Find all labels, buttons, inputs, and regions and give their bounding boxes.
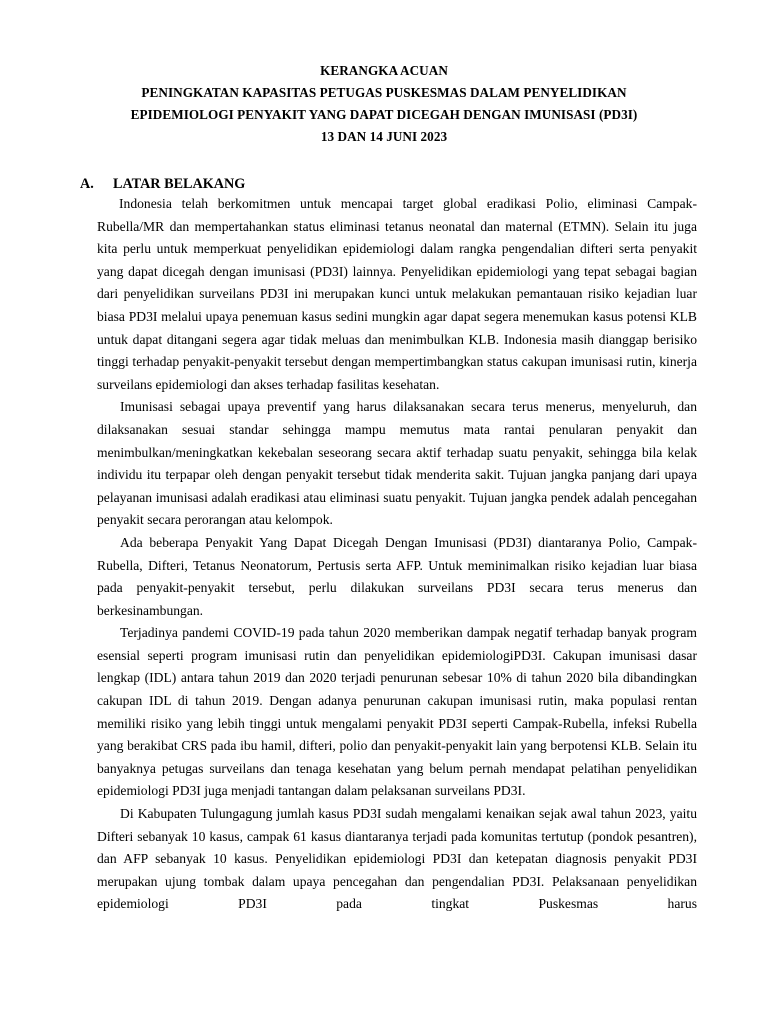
section-heading xyxy=(80,175,245,193)
title-line-4: 13 DAN 14 JUNI 2023 xyxy=(320,129,448,144)
document-title xyxy=(0,60,768,148)
title-line-2: PENINGKATAN KAPASITAS PETUGAS PUSKESMAS DALAM PENYELIDIKAN xyxy=(141,85,627,100)
section-heading-text: LATAR BELAKANG xyxy=(113,176,246,192)
title-line-3: EPIDEMIOLOGI PENYAKIT YANG DAPAT DICEGAH DENGAN IMUNISASI (PD3I) xyxy=(130,107,638,122)
section-letter: A. xyxy=(80,176,94,192)
paragraph-1: Indonesia telah berkomitmen untuk mencapai target global eradikasi Polio, eliminasi Campak-Rubella/MR dan mempertahankan status eliminasi tetanus neonatal dan maternal (ETMN). Selain itu juga kita perlu untuk memperkuat penyelidikan epidemiologi dalam rangka pengendalian difteri serta penyakit yang dapat dicegah dengan imunisasi (PD3I) lainnya. Penyelidikan epidemiologi yang tepat sebagai bagian dari penyelidikan surveilans PD3I ini merupakan kunci untuk melakukan pemantauan risiko kejadian luar biasa PD3I melalui upaya penemuan kasus sedini mungkin agar dapat segera menemukan kasus potensi KLB untuk dapat ditangani segera agar tidak meluas dan menimbulkan KLB. Indonesia masih dianggap berisiko tinggi terhadap penyakit-penyakit tersebut dengan mempertimbangkan status cakupan imunisasi rutin, kinerja surveilans epidemiologi dan akses terhadap fasilitas kesehatan. xyxy=(97,196,697,392)
paragraph-4: Terjadinya pandemi COVID-19 pada tahun 2020 memberikan dampak negatif terhadap banyak program esensial seperti program imunisasi rutin dan penyelidikan epidemiologiPD3I. Cakupan imunisasi dasar lengkap (IDL) antara tahun 2019 dan 2020 terjadi penurunan sebesar 10% di tahun 2020 bila dibandingkan cakupan IDL di tahun 2019. Dengan adanya penurunan cakupan imunisasi rutin, maka populasi rentan memiliki risiko yang lebih tinggi untuk mengalami penyakit PD3I seperti Campak-Rubella, infeksi Rubella yang berakibat CRS pada ibu hamil, difteri, polio dan penyakit-penyakit lain yang berpotensi KLB. Selain itu banyaknya petugas surveilans dan tenaga kesehatan yang belum pernah mendapat pelatihan penyelidikan epidemiologi PD3I juga menjadi tantangan dalam pelaksanan surveilans PD3I. xyxy=(97,625,697,799)
paragraph-5: Di Kabupaten Tulungagung jumlah kasus PD3I sudah mengalami kenaikan sejak awal tahun 2023, yaitu Difteri sebanyak 10 kasus, campak 61 kasus diantaranya terjadi pada komunitas tertutup (pondok pesantren), dan AFP sebanyak 10 kasus. Penyelidikan epidemiologi PD3I dan ketepatan diagnosis penyakit PD3I merupakan ujung tombak dalam upaya pencegahan dan pengendalian PD3I. Pelaksanaan penyelidikan epidemiologi PD3I pada tingkat Puskesmas harus xyxy=(97,806,697,912)
title-line-1: KERANGKA ACUAN xyxy=(320,63,448,78)
section-body xyxy=(97,193,697,916)
paragraph-3: Ada beberapa Penyakit Yang Dapat Dicegah Dengan Imunisasi (PD3I) diantaranya Polio, Campak-Rubella, Difteri, Tetanus Neonatorum, Pertusis serta AFP. Untuk meminimalkan risiko kejadian luar biasa pada penyakit-penyakit tersebut, perlu dilakukan surveilans PD3I secara terus menerus dan berkesinambungan. xyxy=(97,534,697,618)
paragraph-2: Imunisasi sebagai upaya preventif yang harus dilaksanakan secara terus menerus, menyeluruh, dan dilaksanakan sesuai standar sehingga mampu memutus mata rantai penularan penyakit dan menimbulkan/meningkatkan kekebalan seseorang secara aktif terhadap suatu penyakit, sehingga bila kelak individu itu terpapar oleh dengan penyakit tersebut tidak menderita sakit. Tujuan jangka panjang dari upaya pelayanan imunisasi adalah eradikasi atau eliminasi suatu penyakit. Tujuan jangka pendek adalah pencegahan penyakit secara perorangan atau kelompok. xyxy=(97,399,697,528)
